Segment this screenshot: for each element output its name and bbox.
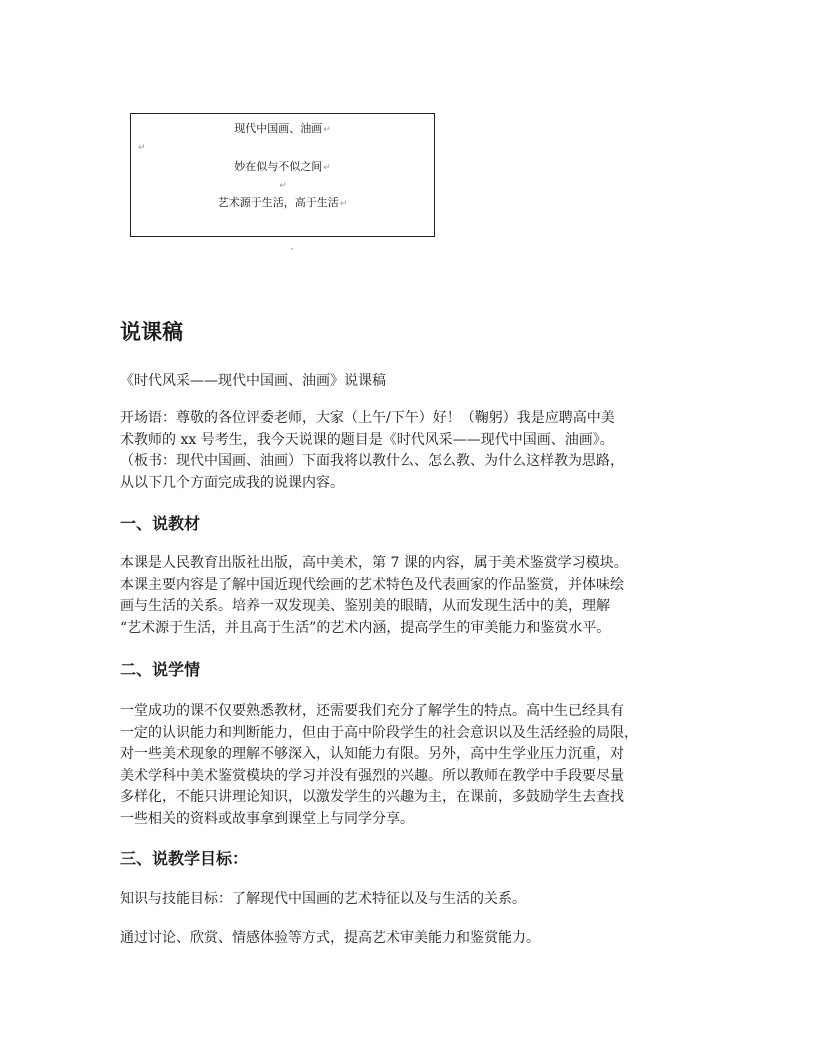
students-line: 多样化，不能只讲理论知识，以激发学生的兴趣为主，在课前，多鼓励学生去查找 (120, 789, 624, 805)
section-heading-textbook: 一、说教材 (120, 514, 201, 533)
textbook-line: “艺术源于生活，并且高于生活”的艺术内涵，提高学生的审美能力和鉴赏水平。 (120, 619, 611, 636)
students-line: 一定的认识能力和判断能力，但由于高中阶段学生的社会意识以及生活经验的局限， (120, 724, 638, 741)
opening-line: （板书：现代中国画、油画）下面我将以教什么、怎么教、为什么这样教为思路， (120, 453, 624, 469)
return-mark-icon: ↵ (323, 125, 331, 135)
board-line-3 (131, 196, 434, 211)
students-line: 一堂成功的课不仅要熟悉教材，还需要我们充分了解学生的特点。高中生已经具有 (120, 703, 624, 719)
section-heading-students: 二、说学情 (120, 660, 201, 679)
return-mark-icon: ↵ (138, 143, 146, 153)
board-line-1 (131, 122, 434, 137)
textbook-line: 画与生活的关系。培养一双发现美、鉴别美的眼睛，从而发现生活中的美，理解 (120, 598, 610, 614)
anchor-dot (291, 248, 293, 250)
board-line-3-text: 艺术源于生活，高于生活 (217, 196, 339, 209)
board-empty-line (131, 178, 434, 193)
opening-line: 开场语：尊敬的各位评委老师，大家（上午/下午）好！（鞠躬）我是应聘高中美 (120, 410, 615, 426)
textbook-paragraph (120, 553, 628, 639)
opening-paragraph (120, 408, 624, 494)
textbook-line: 本课是人民教育出版社出版，高中美术，第 7 课的内容，属于美术鉴赏学习模块。 (120, 555, 628, 571)
return-mark-icon: ↵ (339, 199, 348, 209)
return-mark-icon: ↵ (323, 163, 331, 173)
goal-process-paragraph: 通过讨论、欣赏、情感体验等方式，提高艺术审美能力和鉴赏能力。 (120, 930, 540, 946)
students-line: 对一些美术现象的理解不够深入，认知能力有限。另外，高中生学业压力沉重，对 (120, 746, 624, 762)
board-line-2-text: 妙在似与不似之间 (234, 160, 323, 173)
opening-line: 从以下几个方面完成我的说课内容。 (120, 474, 344, 491)
students-paragraph (120, 701, 638, 830)
section-heading-goals: 三、说教学目标： (120, 849, 249, 868)
blackboard-design-box (130, 113, 435, 237)
board-line-1-text: 现代中国画、油画 (234, 122, 323, 135)
students-line: 美术学科中美术鉴赏模块的学习并没有强烈的兴趣。所以教师在教学中手段要尽量 (120, 767, 624, 784)
students-line: 一些相关的资料或故事拿到课堂上与同学分享。 (120, 810, 414, 827)
board-line-2 (131, 160, 434, 175)
document-title: 说课稿 (120, 320, 183, 344)
opening-line: 术教师的 xx 号考生，我今天说课的题目是《时代风采——现代中国画、油画》。 (120, 431, 614, 448)
lesson-subtitle: 《时代风采——现代中国画、油画》说课稿 (120, 373, 386, 389)
goal-knowledge-paragraph: 知识与技能目标：了解现代中国画的艺术特征以及与生活的关系。 (120, 891, 526, 907)
textbook-line: 本课主要内容是了解中国近现代绘画的艺术特色及代表画家的作品鉴赏，并体味绘 (120, 576, 624, 593)
return-mark-icon: ↵ (279, 181, 287, 191)
